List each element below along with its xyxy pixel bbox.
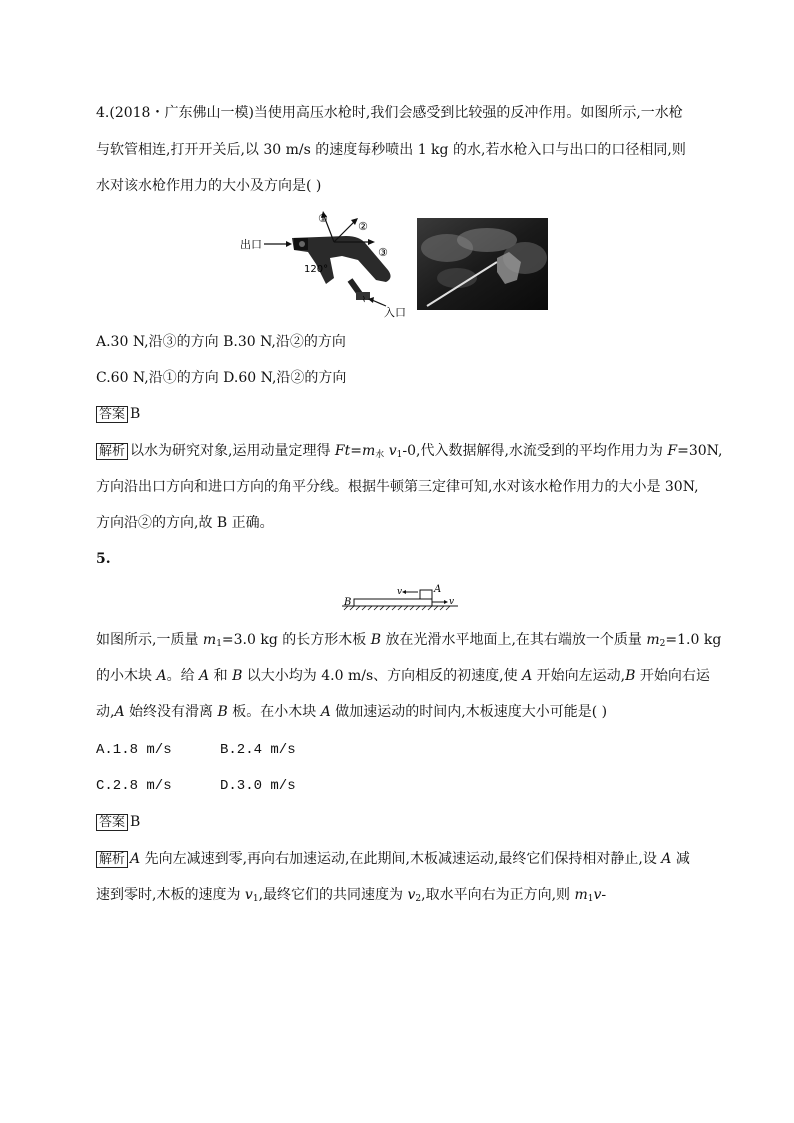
- variable: A: [114, 704, 125, 720]
- variable: B: [217, 704, 228, 720]
- direction-2-label: ②: [358, 220, 368, 233]
- text: 以大小均为 4.0 m/s、方向相反的初速度,使: [242, 668, 523, 684]
- variable: v: [593, 887, 602, 903]
- text: 动,: [96, 704, 115, 720]
- subscript: 1: [252, 894, 259, 904]
- variable: B: [232, 668, 243, 684]
- answer-label: 答案: [96, 406, 128, 423]
- variable: A: [199, 668, 210, 684]
- variable: A: [156, 668, 167, 684]
- q5-answer: [96, 812, 140, 833]
- inlet-label: 入口: [384, 306, 406, 319]
- analysis-label: 解析: [96, 851, 128, 868]
- text: =30N,: [677, 443, 723, 459]
- q5-option-a: A.1.8 m/s: [96, 742, 172, 758]
- subscript: 1: [396, 450, 403, 460]
- q5-analysis-line-1: [96, 849, 690, 870]
- variable: m: [574, 887, 588, 903]
- q5-number: 5.: [96, 551, 111, 567]
- v-right-label: v: [449, 597, 455, 607]
- variable: v: [407, 887, 416, 903]
- equation: v: [384, 443, 397, 459]
- q4-analysis-line-3: 方向沿②的方向,故 B 正确。: [96, 515, 274, 531]
- water-gun-photo: [417, 218, 548, 310]
- text: 。给: [166, 668, 200, 684]
- variable: B: [370, 632, 382, 648]
- outlet-label: 出口: [240, 238, 262, 251]
- text: 如图所示,一质量: [96, 632, 203, 648]
- variable: A: [522, 668, 533, 684]
- equation: Ft=m: [334, 443, 376, 459]
- q4-options-line-2: C.60 N,沿①的方向 D.60 N,沿②的方向: [96, 370, 347, 386]
- text: 开始向右运: [635, 668, 710, 684]
- subscript: 1: [216, 639, 222, 649]
- q4-analysis-line-2: 方向沿出口方向和进口方向的角平分线。根据牛顿第三定律可知,水对该水枪作用力的大小是 30N,: [96, 479, 699, 495]
- q5-stem-line-2: [96, 666, 710, 686]
- water-gun-diagram: [238, 208, 408, 320]
- q5-option-c: C.2.8 m/s: [96, 778, 172, 794]
- q4-analysis-line-1: [96, 441, 722, 465]
- analysis-label: 解析: [96, 443, 128, 460]
- text: 减: [671, 851, 690, 867]
- q4-answer: [96, 404, 140, 425]
- v-left-label: v: [397, 587, 403, 597]
- q5-analysis-line-2: [96, 885, 606, 909]
- text: 先向左减速到零,再向右加速运动,在此期间,木板减速运动,最终它们保持相对静止,设: [140, 851, 662, 867]
- text: 做加速运动的时间内,木板速度大小可能是( ): [330, 704, 608, 720]
- subscript: 2: [415, 894, 422, 904]
- text: -: [601, 887, 607, 903]
- block-label: A: [434, 584, 442, 595]
- q5-stem-line-3: [96, 702, 607, 722]
- text: 始终没有滑离: [124, 704, 218, 720]
- q5-option-b: B.2.4 m/s: [220, 742, 296, 758]
- text: ,最终它们的共同速度为: [258, 887, 408, 903]
- svg-text:⌇: ⌇: [362, 295, 366, 304]
- variable: A: [661, 851, 672, 867]
- q4-stem-line-1: 4.(2018・广东佛山一模)当使用高压水枪时,我们会感受到比较强的反冲作用。如图所示,一水枪: [96, 105, 683, 121]
- text: 的小木块: [96, 668, 157, 684]
- q5-option-d: D.3.0 m/s: [220, 778, 296, 794]
- variable: A: [320, 704, 331, 720]
- subscript: 2: [659, 639, 666, 649]
- variable: F: [667, 443, 678, 459]
- text: =3.0 kg 的长方形木板: [221, 632, 371, 648]
- direction-3-label: ③: [378, 246, 388, 259]
- direction-1-label: ①: [318, 212, 328, 225]
- text: 和: [209, 668, 233, 684]
- variable: A: [130, 851, 141, 867]
- board-label: B: [344, 597, 352, 608]
- variable: v: [244, 887, 253, 903]
- variable: B: [625, 668, 636, 684]
- text: 开始向左运动,: [532, 668, 626, 684]
- q4-options-line-1: A.30 N,沿③的方向 B.30 N,沿②的方向: [96, 334, 346, 350]
- q5-stem-line-1: [96, 630, 721, 654]
- angle-label: 120°: [304, 264, 329, 275]
- subscript: 1: [587, 894, 594, 904]
- text: =1.0 kg: [665, 632, 722, 648]
- answer-label: 答案: [96, 814, 128, 831]
- q4-stem-line-3: 水对该水枪作用力的大小及方向是( ): [96, 178, 322, 194]
- answer-value: B: [130, 814, 141, 830]
- board-block-diagram: [340, 584, 460, 612]
- text: 以水为研究对象,运用动量定理得: [130, 443, 335, 459]
- text: 板。在小木块: [227, 704, 321, 720]
- subscript: 水: [375, 450, 385, 460]
- text: ,取水平向右为正方向,则: [421, 887, 575, 903]
- text: 放在光滑水平地面上,在其右端放一个质量: [381, 632, 647, 648]
- answer-value: B: [130, 406, 141, 422]
- variable: m: [646, 632, 660, 648]
- variable: m: [202, 632, 217, 648]
- text: 速到零时,木板的速度为: [96, 887, 245, 903]
- q4-stem-line-2: 与软管相连,打开开关后,以 30 m/s 的速度每秒喷出 1 kg 的水,若水枪入口与出口的口径相同,则: [96, 142, 686, 158]
- text: -0,代入数据解得,水流受到的平均作用力为: [402, 443, 668, 459]
